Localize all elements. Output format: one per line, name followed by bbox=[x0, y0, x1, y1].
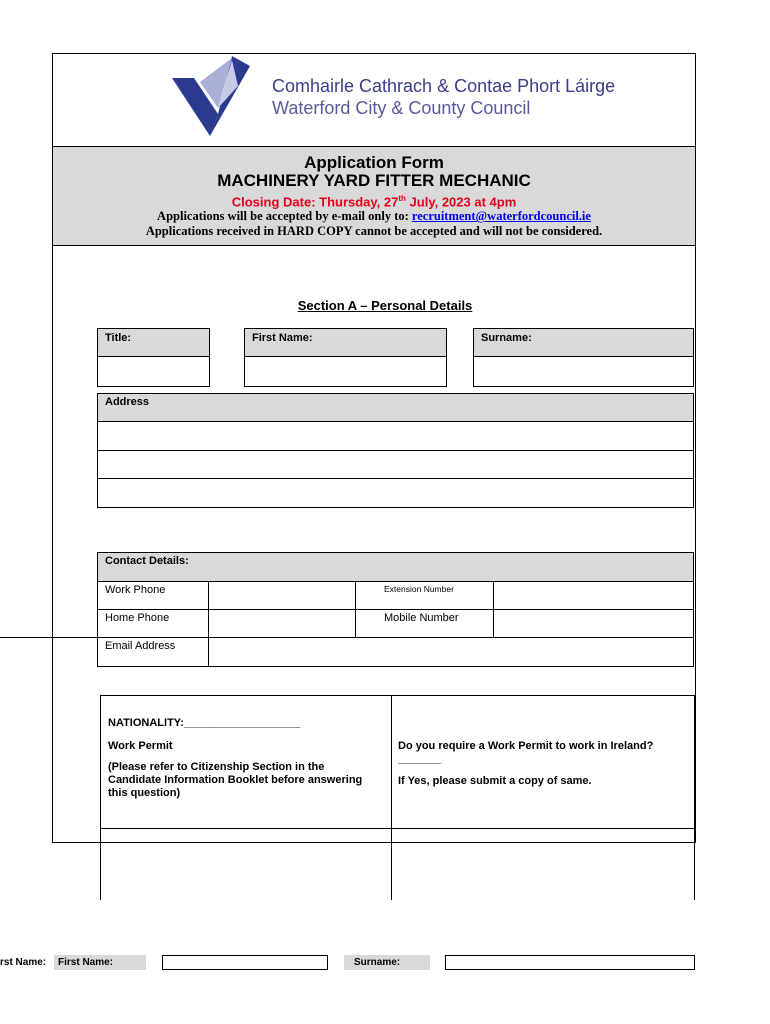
work-phone-label: Work Phone bbox=[97, 581, 209, 610]
work-permit-if-yes: If Yes, please submit a copy of same. bbox=[398, 775, 592, 787]
closing-date: Closing Date: Thursday, 27th July, 2023 at 4pm bbox=[231, 194, 517, 210]
bottom-surname-input[interactable] bbox=[445, 955, 695, 970]
address-line-1-input[interactable] bbox=[97, 421, 694, 451]
home-phone-label: Home Phone bbox=[97, 609, 209, 638]
email-instructions: Applications will be accepted by e-mail only to: recruitment@waterfordcouncil.ie bbox=[157, 209, 591, 224]
title-label-cell: Title: bbox=[97, 328, 210, 357]
org-name-english: Waterford City & County Council bbox=[272, 98, 531, 118]
first-name-input[interactable] bbox=[244, 356, 447, 387]
email-address-label: Email Address bbox=[97, 637, 209, 667]
bottom-first-name-label-cut: rst Name: bbox=[0, 957, 47, 968]
first-name-label-cell: First Name: bbox=[244, 328, 447, 357]
address-line-3-input[interactable] bbox=[97, 478, 694, 508]
extension-number-input[interactable] bbox=[493, 581, 694, 610]
email-address-input[interactable] bbox=[208, 637, 694, 667]
hardcopy-notice: Applications received in HARD COPY cannot be accepted and will not be considered. bbox=[145, 224, 603, 239]
nationality-label: NATIONALITY:___________________ bbox=[108, 717, 301, 729]
work-permit-label: Work Permit bbox=[108, 740, 173, 752]
surname-input[interactable] bbox=[473, 356, 694, 387]
nationality-row-divider bbox=[100, 828, 695, 829]
bottom-first-name-label: First Name: bbox=[54, 955, 146, 970]
title-band bbox=[53, 147, 695, 246]
surname-label-cell: Surname: bbox=[473, 328, 694, 357]
recruitment-email-link[interactable]: recruitment@waterfordcouncil.ie bbox=[411, 209, 591, 224]
waterford-council-logo-icon bbox=[170, 56, 265, 140]
work-permit-note: (Please refer to Citizenship Section in the Candidate Information Booklet before answering this question) bbox=[108, 761, 363, 799]
mobile-number-input[interactable] bbox=[493, 609, 694, 638]
extension-number-label: Extension Number bbox=[355, 581, 494, 610]
section-a-title: Section A – Personal Details bbox=[297, 298, 473, 313]
address-line-2-input[interactable] bbox=[97, 450, 694, 479]
address-label-cell: Address bbox=[97, 393, 694, 422]
contact-details-header: Contact Details: bbox=[97, 552, 694, 582]
bottom-surname-label: Surname: bbox=[344, 955, 430, 970]
bottom-first-name-input[interactable] bbox=[162, 955, 328, 970]
stray-line bbox=[0, 637, 98, 638]
work-phone-input[interactable] bbox=[208, 581, 356, 610]
form-title: Application Form bbox=[304, 153, 444, 172]
nationality-divider bbox=[391, 695, 392, 900]
position-title: MACHINERY YARD FITTER MECHANIC bbox=[217, 171, 531, 190]
title-input[interactable] bbox=[97, 356, 210, 387]
home-phone-input[interactable] bbox=[208, 609, 356, 638]
mobile-number-label: Mobile Number bbox=[355, 609, 494, 638]
work-permit-question: Do you require a Work Permit to work in Ireland? _______ bbox=[398, 740, 654, 765]
org-name-irish: Comhairle Cathrach & Contae Phort Láirge bbox=[272, 76, 616, 96]
